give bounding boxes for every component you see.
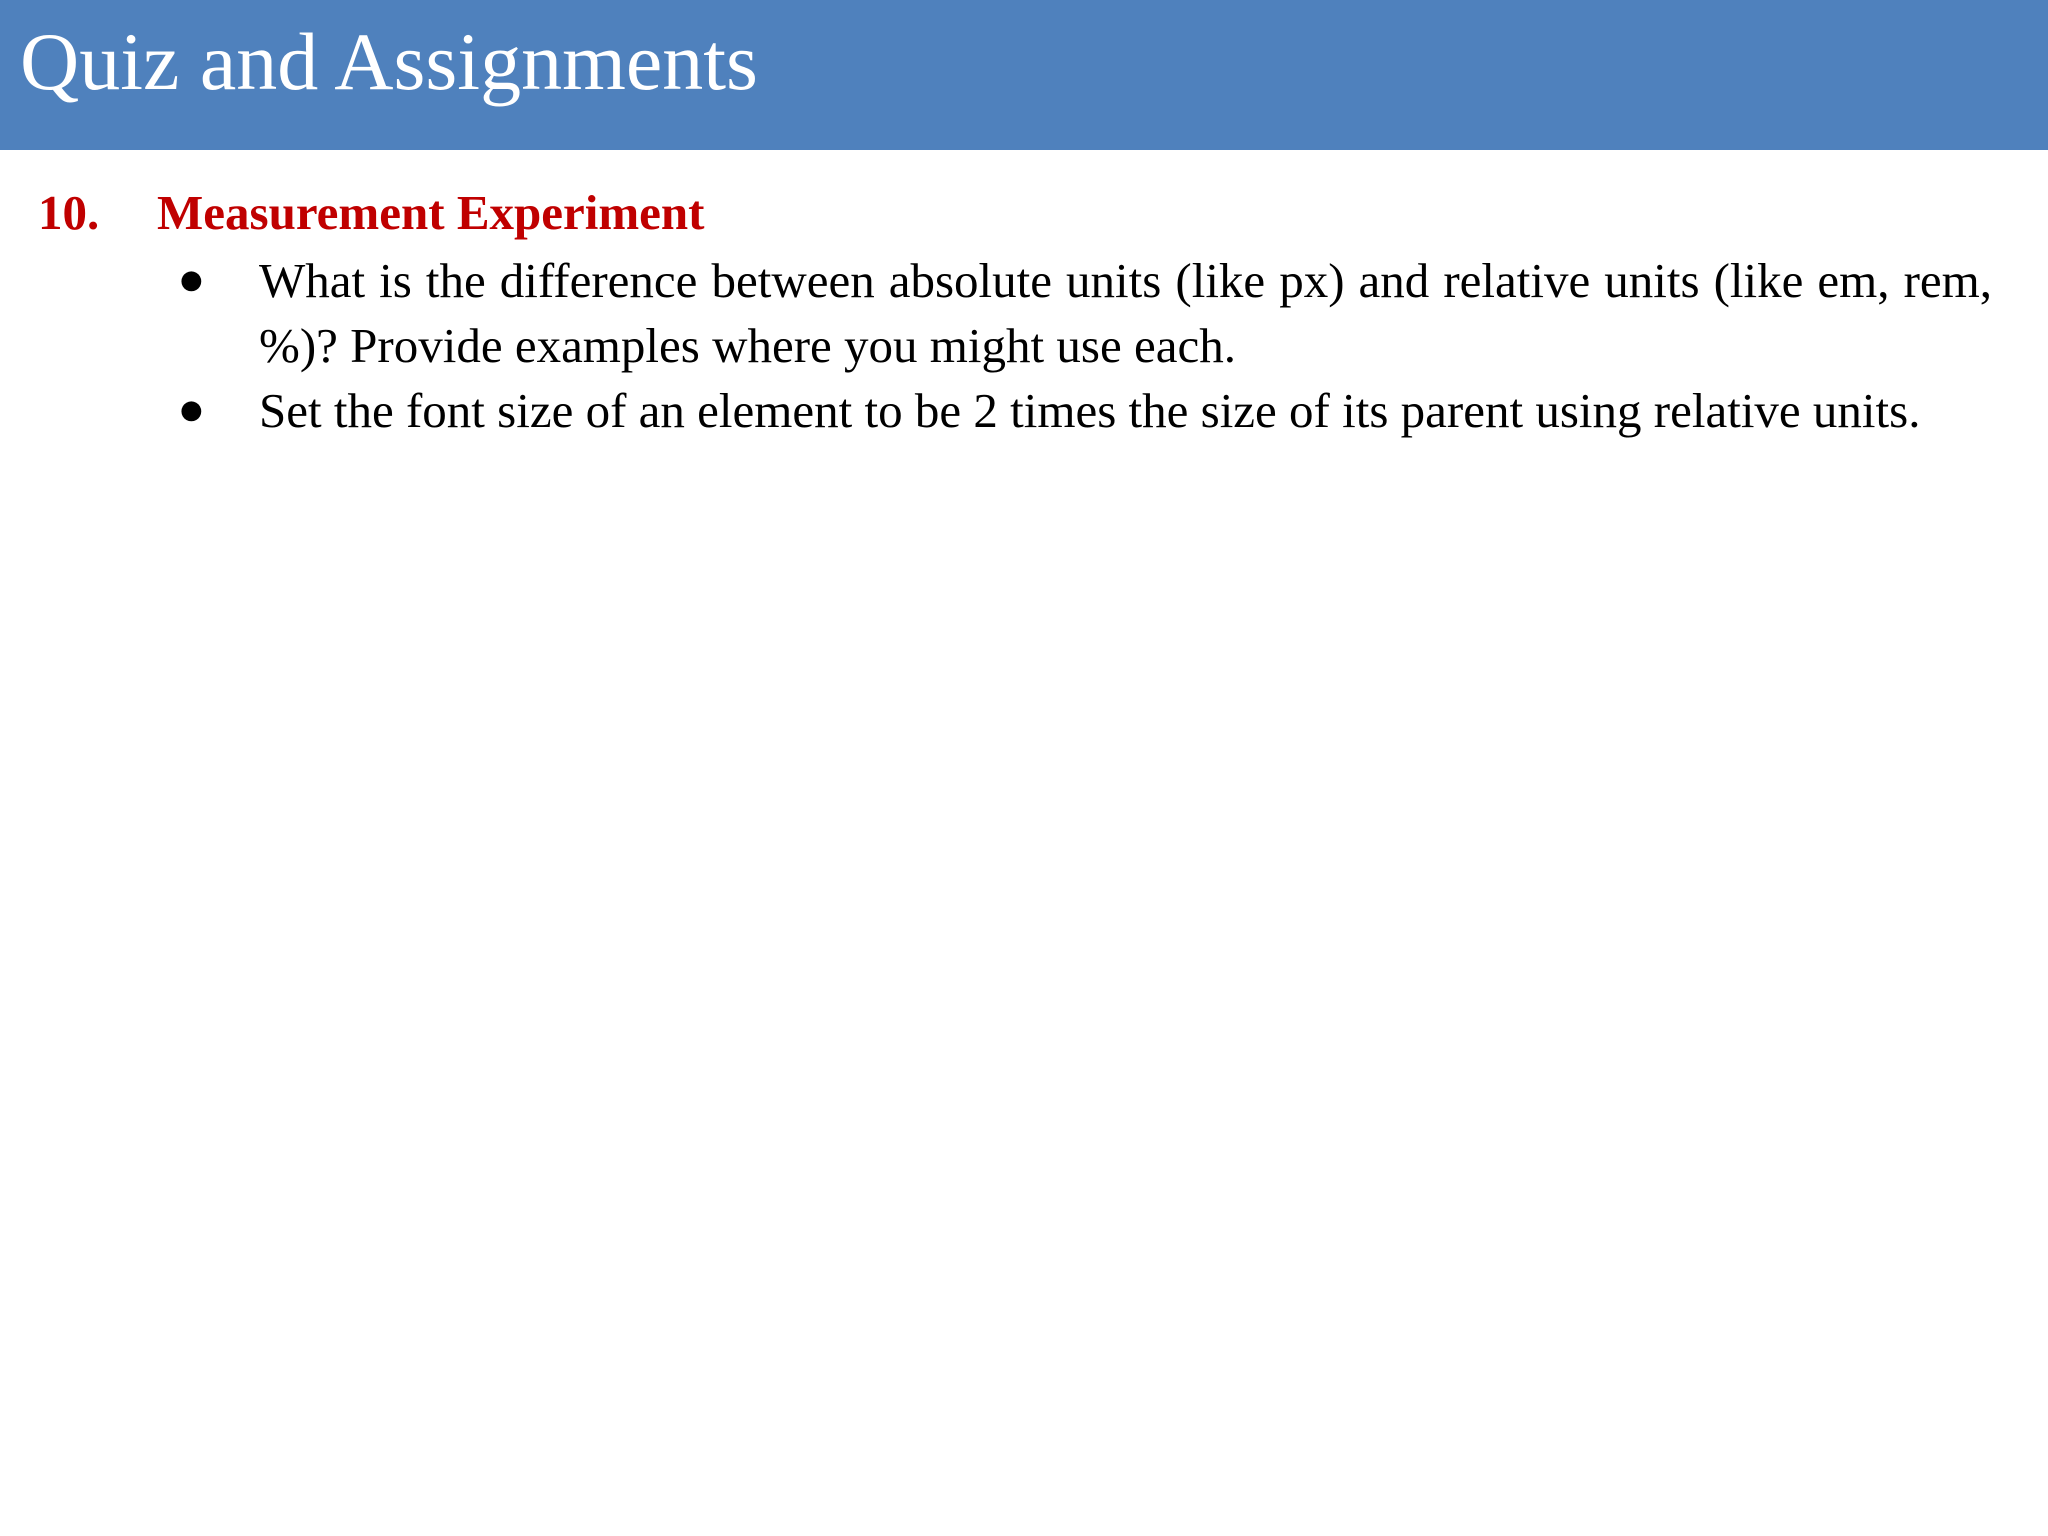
section-title: Measurement Experiment xyxy=(157,185,705,240)
bullet-icon: ● xyxy=(180,265,203,295)
bullet-icon: ● xyxy=(180,395,203,425)
section-heading xyxy=(0,178,2048,248)
list-item xyxy=(0,248,1992,378)
bullet-text: What is the difference between absolute units (like px) and relative units (like em, rem, %)? Provide examples where you might use each. xyxy=(259,253,1992,373)
list-item xyxy=(0,378,1992,443)
section-number: 10. xyxy=(38,185,100,240)
bullet-text: Set the font size of an element to be 2 times the size of its parent using relative units. xyxy=(259,383,1921,438)
bullet-list xyxy=(0,248,2048,443)
slide-content xyxy=(0,178,2048,443)
slide-title: Quiz and Assignments xyxy=(20,16,758,107)
title-bar xyxy=(0,0,2048,150)
